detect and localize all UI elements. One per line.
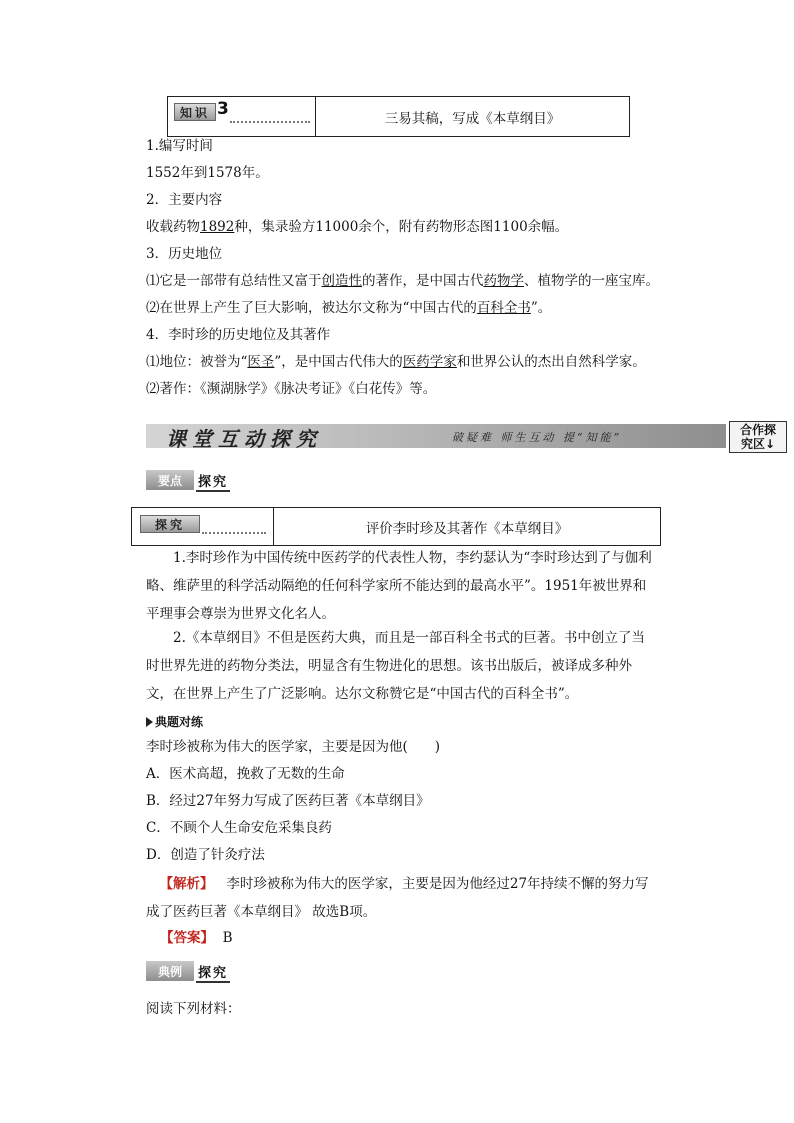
explore-title: 评价李时珍及其著作《本草纲目》: [365, 520, 569, 537]
text-segment: 、植物学的一座宝库。: [524, 273, 659, 289]
coop-line-1: 合作探: [739, 423, 776, 437]
knowledge-number: 3: [217, 99, 229, 119]
text-status-1: [146, 271, 659, 291]
explore-paragraph-1: 1.李时珍作为中国传统中医药学的代表性人物，李约瑟认为“李时珍达到了与伽利略、维萨里的科学活动隔绝的任何科学家所不能达到的最高水平”。1951年被世界和平理事会尊崇为世界文化名人。: [146, 550, 652, 622]
fill-blank: 1892: [200, 219, 235, 235]
knowledge-3-box: [167, 96, 630, 137]
fill-blank: 医圣: [247, 354, 275, 370]
analysis-label: 【解析】: [159, 876, 214, 892]
fill-blank: 百科全书: [476, 300, 531, 316]
text-main-content: [146, 217, 568, 237]
heading-compile-time: 1.编写时间: [146, 138, 213, 154]
text-li-works: ⑵著作：《濒湖脉学》《脉决考证》《白花传》等。: [146, 381, 437, 397]
heading-main-content: 2．主要内容: [146, 192, 223, 208]
text-segment: ”。: [530, 300, 552, 316]
banner-title: 课堂互动探究: [166, 427, 322, 451]
text-segment: 和世界公认的杰出自然科学家。: [456, 354, 646, 370]
explore-label: 探究: [196, 962, 230, 983]
option-a: A．医术高超，挽救了无数的生命: [146, 766, 345, 782]
text-status-2: [146, 298, 551, 318]
example-explore-header: [146, 961, 256, 981]
option-b: B．经过27年努力写成了医药巨著《本草纲目》: [146, 793, 430, 809]
closing-text: 阅读下列材料：: [146, 1001, 241, 1017]
practice-label: 典题对练: [155, 715, 204, 729]
triangle-icon: [146, 717, 153, 727]
option-d: D．创造了针灸疗法: [146, 847, 265, 863]
option-c: C．不顾个人生命安危采集良药: [146, 820, 332, 836]
example-label: 典例: [146, 961, 194, 981]
answer-value: B: [222, 930, 233, 946]
text-li-status: [146, 352, 646, 372]
fill-blank: 药物学: [483, 273, 524, 289]
fill-blank: 创造性: [321, 273, 362, 289]
text-segment: 收载药物: [146, 219, 200, 235]
explore-box: [131, 507, 661, 546]
explore-label: 探究: [196, 471, 230, 492]
explore-paragraph-2: 2.《本草纲目》不但是医药大典，而且是一部百科全书式的巨著。书中创立了当时世界先进的药物分类法，明显含有生物进化的思想。该书出版后，被译成多种外文，在世界上产生了广泛影响。达尔文称赞它是“中国古代的百科全书”。: [146, 630, 645, 702]
knowledge-badge-cell: [168, 97, 316, 136]
analysis: [146, 870, 658, 926]
knowledge-3-title: 三易其稿，写成《本草纲目》: [384, 110, 561, 127]
text-segment: ⑵在世界上产生了巨大影响，被达尔文称为“中国古代的: [146, 300, 477, 316]
key-explore-header: [146, 470, 256, 490]
badge-dotted-line: [202, 532, 266, 534]
heading-li-shizhen: 4．李时珍的历史地位及其著作: [146, 327, 331, 343]
fill-blank: 医药学家: [402, 354, 457, 370]
explore-badge: 探究: [140, 515, 200, 533]
coop-line-2: 究区↓: [740, 437, 776, 451]
cooperation-area-tag: [729, 421, 787, 453]
badge-dotted-line: [230, 121, 310, 123]
knowledge-badge: 知识: [174, 103, 216, 121]
question-text: 李时珍被称为伟大的医学家，主要是因为他( ): [146, 739, 441, 755]
practice-header: [146, 713, 203, 730]
text-segment: ⑴地位：被誉为“: [146, 354, 248, 370]
heading-historical-status: 3．历史地位: [146, 246, 223, 262]
answer: [160, 928, 233, 948]
text-compile-time: 1552年到1578年。: [146, 165, 269, 181]
text-segment: ”，是中国古代伟大的: [274, 354, 403, 370]
text-segment: 种，集录验方11000余个，附有药物形态图1100余幅。: [234, 219, 569, 235]
answer-label: 【答案】: [160, 930, 214, 946]
key-label: 要点: [146, 470, 194, 490]
analysis-text: 李时珍被称为伟大的医学家，主要是因为他经过27年持续不懈的努力写成了医药巨著《本草纲目》 故选B项。: [146, 876, 649, 920]
text-segment: ⑴它是一部带有总结性又富于: [146, 273, 322, 289]
text-segment: 的著作，是中国古代: [362, 273, 484, 289]
banner-subtitle: 破疑难 师生互动 提“知能”: [452, 431, 623, 444]
explore-badge-cell: [132, 508, 274, 545]
